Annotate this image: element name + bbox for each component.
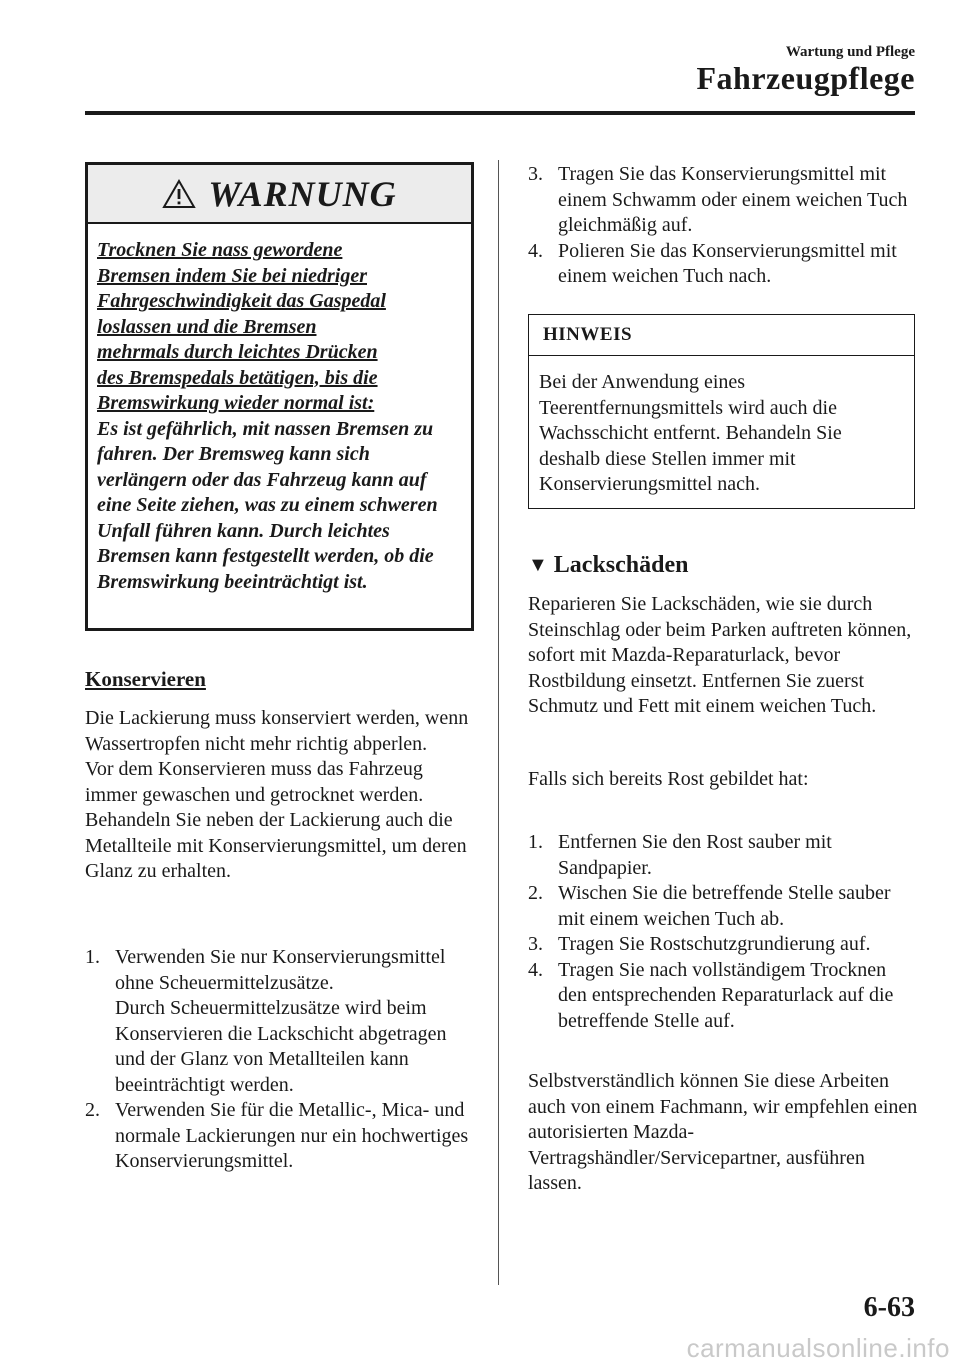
step-text: Entfernen Sie den Rost sauber mit Sandpapier.: [558, 831, 832, 879]
step-text: Tragen Sie Rostschutzgrundierung auf.: [558, 933, 871, 955]
step-text: Wischen Sie die betreffende Stelle sauber mit einem weichen Tuch ab.: [558, 882, 891, 930]
konservieren-steps-right: [528, 162, 916, 290]
lackschaeden-heading-text: Lackschäden: [553, 552, 689, 578]
konservieren-text: [85, 706, 480, 885]
warning-header: [88, 165, 471, 224]
step-number: 3.: [528, 933, 543, 955]
section-title: Wartung und Pflege: [785, 44, 915, 60]
paragraph: Selbstverständlich können Sie diese Arbeiten auch von einem Fachmann, wir empfehlen einen autorisierten Mazda-Vertragshändler/Servicepartner, ausführen lassen.: [528, 1070, 918, 1194]
konservieren-steps-left: [85, 945, 480, 1175]
list-item: [85, 945, 480, 1098]
warning-box: [85, 162, 474, 631]
hint-body: Bei der Anwendung eines Teerentfernungsmittels wird auch die Wachsschicht entfernt. Behandeln Sie deshalb diese Stellen immer mit Konservierungsmittel nach.: [539, 371, 842, 495]
step-text: Tragen Sie nach vollständigem Trocknen den entsprechenden Reparaturlack auf die betreffende Stelle auf.: [558, 958, 894, 1032]
warning-body: [88, 224, 471, 595]
step-number: 1.: [528, 831, 543, 853]
lackschaeden-text: [528, 592, 918, 720]
warning-line: Bremsen indem Sie bei niedriger: [97, 264, 367, 287]
paragraph: Die Lackierung muss konserviert werden, wenn Wassertropfen nicht mehr richtig abperlen.: [85, 707, 469, 755]
closing-text: [528, 1069, 918, 1197]
paragraph: Falls sich bereits Rost gebildet hat:: [528, 768, 809, 790]
warning-title: WARNUNG: [208, 173, 397, 214]
warning-line: Fahrgeschwindigkeit das Gaspedal: [97, 290, 386, 312]
triangle-down-icon: ▼: [528, 554, 548, 576]
paragraph: Reparieren Sie Lackschäden, wie sie durch Steinschlag oder beim Parken auftreten können, sofort mit Mazda-Reparaturlack, bevor Rostbildung einsetzt. Entfernen Sie zuerst Schmutz und Fett mit einem weichen Tuch.: [528, 593, 912, 717]
list-item: [528, 932, 918, 958]
warning-line: Bremswirkung wieder normal ist:: [97, 392, 375, 414]
list-item: [528, 162, 916, 239]
step-text: Tragen Sie das Konservierungsmittel mit einem Schwamm oder einem weichen Tuch gleichmäßig auf.: [558, 163, 908, 236]
column-divider: [498, 160, 499, 1285]
paragraph: Vor dem Konservieren muss das Fahrzeug immer gewaschen und getrocknet werden. Behandeln Sie neben der Lackierung auch die Metallteile mit Konservierungsmittel, um deren Glanz zu erhalten.: [85, 758, 467, 882]
step-number: 2.: [528, 882, 543, 904]
list-item: [528, 239, 916, 290]
header-rule: [85, 111, 915, 115]
rost-intro: [528, 767, 918, 793]
watermark: carmanualsonline.info: [686, 1333, 950, 1363]
warning-line: des Bremspedals betätigen, bis die: [97, 366, 378, 389]
step-number: 2.: [85, 1099, 100, 1121]
step-number: 3.: [528, 163, 543, 185]
warning-line: mehrmals durch leichtes Drücken: [97, 341, 378, 363]
warning-line: loslassen und die Bremsen: [97, 315, 317, 338]
list-item: [528, 830, 918, 881]
step-number: 4.: [528, 958, 543, 981]
step-number: 4.: [528, 239, 543, 262]
page-number: 6-63: [863, 1292, 915, 1323]
hint-title: HINWEIS: [529, 315, 914, 356]
list-item: [528, 881, 918, 932]
hint-box: [528, 314, 915, 509]
lackschaeden-steps: [528, 830, 918, 1034]
step-text: Verwenden Sie für die Metallic-, Mica- und normale Lackierungen nur ein hochwertiges Konservierungsmittel.: [115, 1099, 469, 1172]
step-text: Verwenden Sie nur Konservierungsmittel ohne Scheuermittelzusätze.: [115, 946, 446, 994]
step-extra: Durch Scheuermittelzusätze wird beim Konservieren die Lackschicht abgetragen und der Glanz von Metallteilen kann beeinträchtigt werden.: [115, 997, 447, 1096]
lackschaeden-heading: [528, 552, 689, 579]
page-title: Fahrzeugpflege: [696, 60, 915, 96]
konservieren-heading: Konservieren: [85, 667, 206, 691]
list-item: [85, 1098, 480, 1175]
list-item: [528, 958, 918, 1035]
warning-text: Es ist gefährlich, mit nassen Bremsen zu fahren. Der Bremsweg kann sich verlängern oder das Fahrzeug kann auf eine Seite ziehen, was zu einem schweren Unfall führen kann. Durch leichtes Bremsen kann festgestellt werden, ob die Bremswirkung beeinträchtigt ist.: [97, 417, 438, 593]
warning-triangle-icon: [162, 179, 196, 209]
step-text: Polieren Sie das Konservierungsmittel mit einem weichen Tuch nach.: [558, 239, 897, 287]
warning-line: Trocknen Sie nass gewordene: [97, 239, 343, 261]
step-number: 1.: [85, 946, 100, 968]
